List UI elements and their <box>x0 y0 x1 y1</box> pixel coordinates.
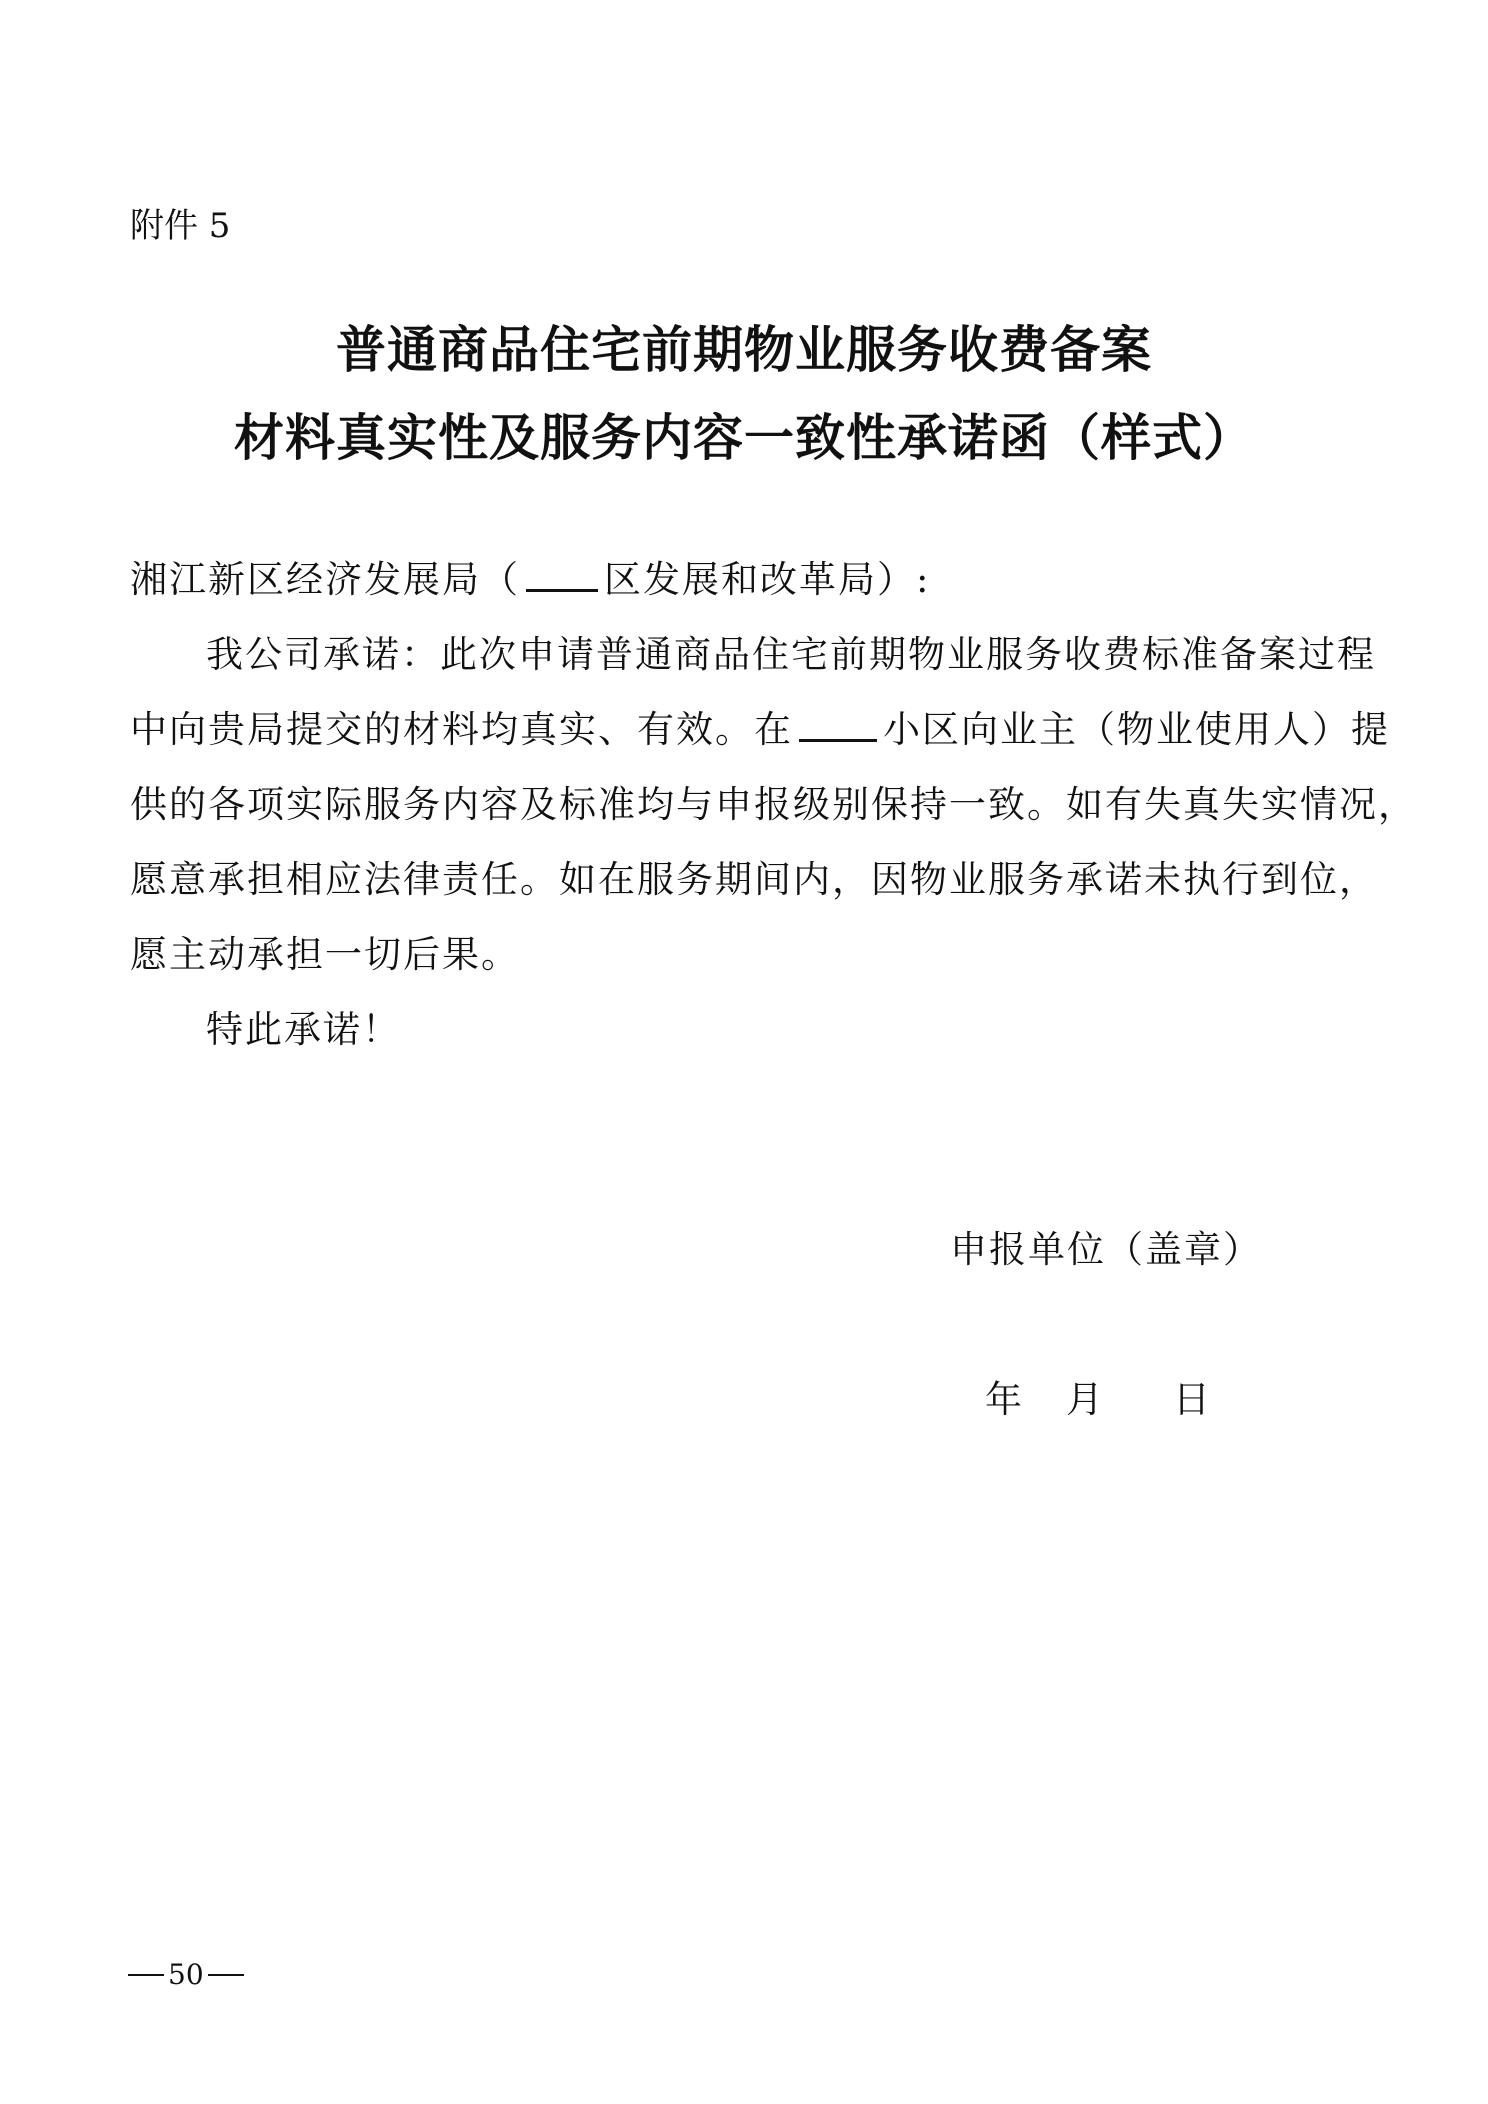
applicant-seal-label: 申报单位（盖章） <box>950 1228 1262 1271</box>
page-number-right-dash <box>208 1974 244 1976</box>
body-line-2 <box>130 705 1390 755</box>
addressee <box>130 555 930 605</box>
addressee-suffix: 区发展和改革局）: <box>604 558 931 601</box>
body-line-3: 供的各项实际服务内容及标准均与申报级别保持一致。如有失真失实情况， <box>130 783 1417 826</box>
addressee-prefix: 湘江新区经济发展局（ <box>130 558 520 601</box>
body-line-4: 愿意承担相应法律责任。如在服务期间内，因物业服务承诺未执行到位， <box>130 858 1378 901</box>
district-blank <box>526 557 598 592</box>
body-line-1: 我公司承诺：此次申请普通商品住宅前期物业服务收费标准备案过程 <box>206 633 1376 676</box>
community-blank <box>799 707 877 742</box>
closing-statement: 特此承诺！ <box>206 1008 401 1051</box>
attachment-label: 附件 5 <box>130 206 231 246</box>
date-month-label: 月 <box>1066 1378 1105 1421</box>
body-line-2-suffix: 小区向业主（物业使用人）提 <box>883 708 1390 751</box>
date-day-label: 日 <box>1173 1378 1212 1421</box>
page-number <box>128 1955 244 1995</box>
date-line <box>985 1375 1212 1425</box>
document-title-line-1: 普通商品住宅前期物业服务收费备案 <box>336 321 1152 379</box>
date-year-label: 年 <box>985 1378 1024 1421</box>
body-line-5: 愿主动承担一切后果。 <box>130 933 520 976</box>
page-number-value: 50 <box>168 1958 204 1991</box>
page-number-left-dash <box>128 1974 164 1976</box>
body-line-2-prefix: 中向贵局提交的材料均真实、有效。在 <box>130 708 793 751</box>
document-title-line-2: 材料真实性及服务内容一致性承诺函（样式） <box>234 409 1254 467</box>
